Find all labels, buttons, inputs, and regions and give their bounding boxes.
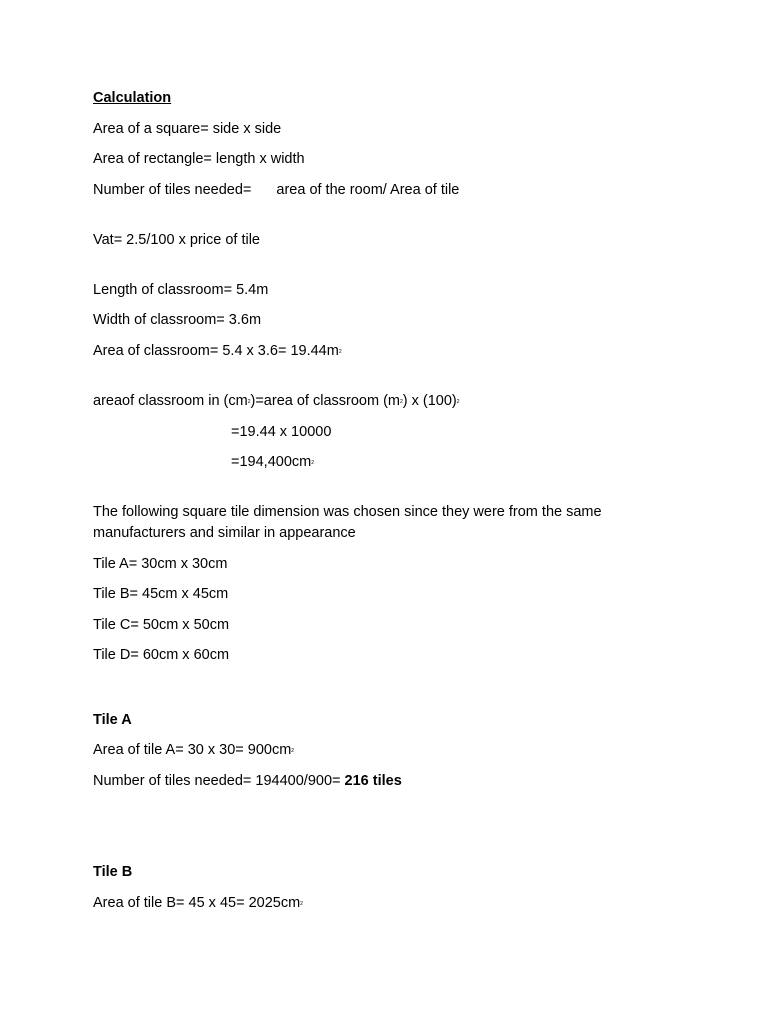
formula-rectangle: Area of rectangle= length x width — [93, 151, 305, 167]
tile-a-needed-text: Number of tiles needed= 194400/900= — [93, 773, 345, 789]
tile-a-needed — [93, 772, 402, 790]
tile-b-area-text: Area of tile B= 45 x 45= 2025cm — [93, 895, 301, 911]
tile-a-result: 216 tiles — [344, 773, 402, 789]
tile-a-area — [93, 741, 294, 759]
conversion-middle: )=area of classroom (m — [250, 393, 400, 409]
tile-dimension-b: Tile B= 45cm x 45cm — [93, 586, 229, 602]
page-heading: Calculation — [93, 90, 172, 106]
classroom-area — [93, 342, 342, 360]
tile-dimension-d: Tile D= 60cm x 60cm — [93, 647, 230, 663]
tile-b-area-superscript: 2 — [300, 901, 303, 907]
classroom-area-text: Area of classroom= 5.4 x 3.6= 19.44m — [93, 343, 339, 359]
formula-tiles-label: Number of tiles needed= — [93, 182, 252, 198]
formula-tiles-needed — [93, 181, 459, 199]
area-conversion — [93, 392, 460, 410]
conversion-middle-superscript: 2 — [399, 399, 403, 405]
formula-square: Area of a square= side x side — [93, 121, 282, 137]
conversion-step-2-text: =194,400cm — [231, 454, 312, 470]
classroom-length: Length of classroom= 5.4m — [93, 282, 269, 298]
tile-b-area — [93, 894, 303, 912]
conversion-prefix-superscript: 2 — [247, 399, 251, 405]
tiles-intro-paragraph: The following square tile dimension was chosen since they were from the same manufacturers and similar in appearance — [93, 504, 602, 541]
conversion-step-2 — [231, 453, 314, 471]
conversion-suffix-superscript: 2 — [456, 399, 460, 405]
conversion-suffix: ) x (100) — [402, 393, 457, 409]
conversion-step-1: =19.44 x 10000 — [231, 424, 332, 440]
tile-b-heading: Tile B — [93, 864, 133, 880]
tile-a-area-text: Area of tile A= 30 x 30= 900cm — [93, 742, 292, 758]
classroom-width: Width of classroom= 3.6m — [93, 312, 262, 328]
classroom-area-superscript: 2 — [338, 349, 342, 355]
tile-a-heading: Tile A — [93, 712, 132, 728]
tile-a-area-superscript: 2 — [291, 748, 295, 754]
formula-tiles-expression: area of the room/ Area of tile — [276, 182, 460, 198]
conversion-prefix: areaof classroom in (cm — [93, 393, 248, 409]
tile-dimension-c: Tile C= 50cm x 50cm — [93, 617, 230, 633]
formula-vat: Vat= 2.5/100 x price of tile — [93, 232, 260, 248]
tile-dimension-a: Tile A= 30cm x 30cm — [93, 556, 228, 572]
conversion-step-2-superscript: 2 — [311, 460, 314, 466]
